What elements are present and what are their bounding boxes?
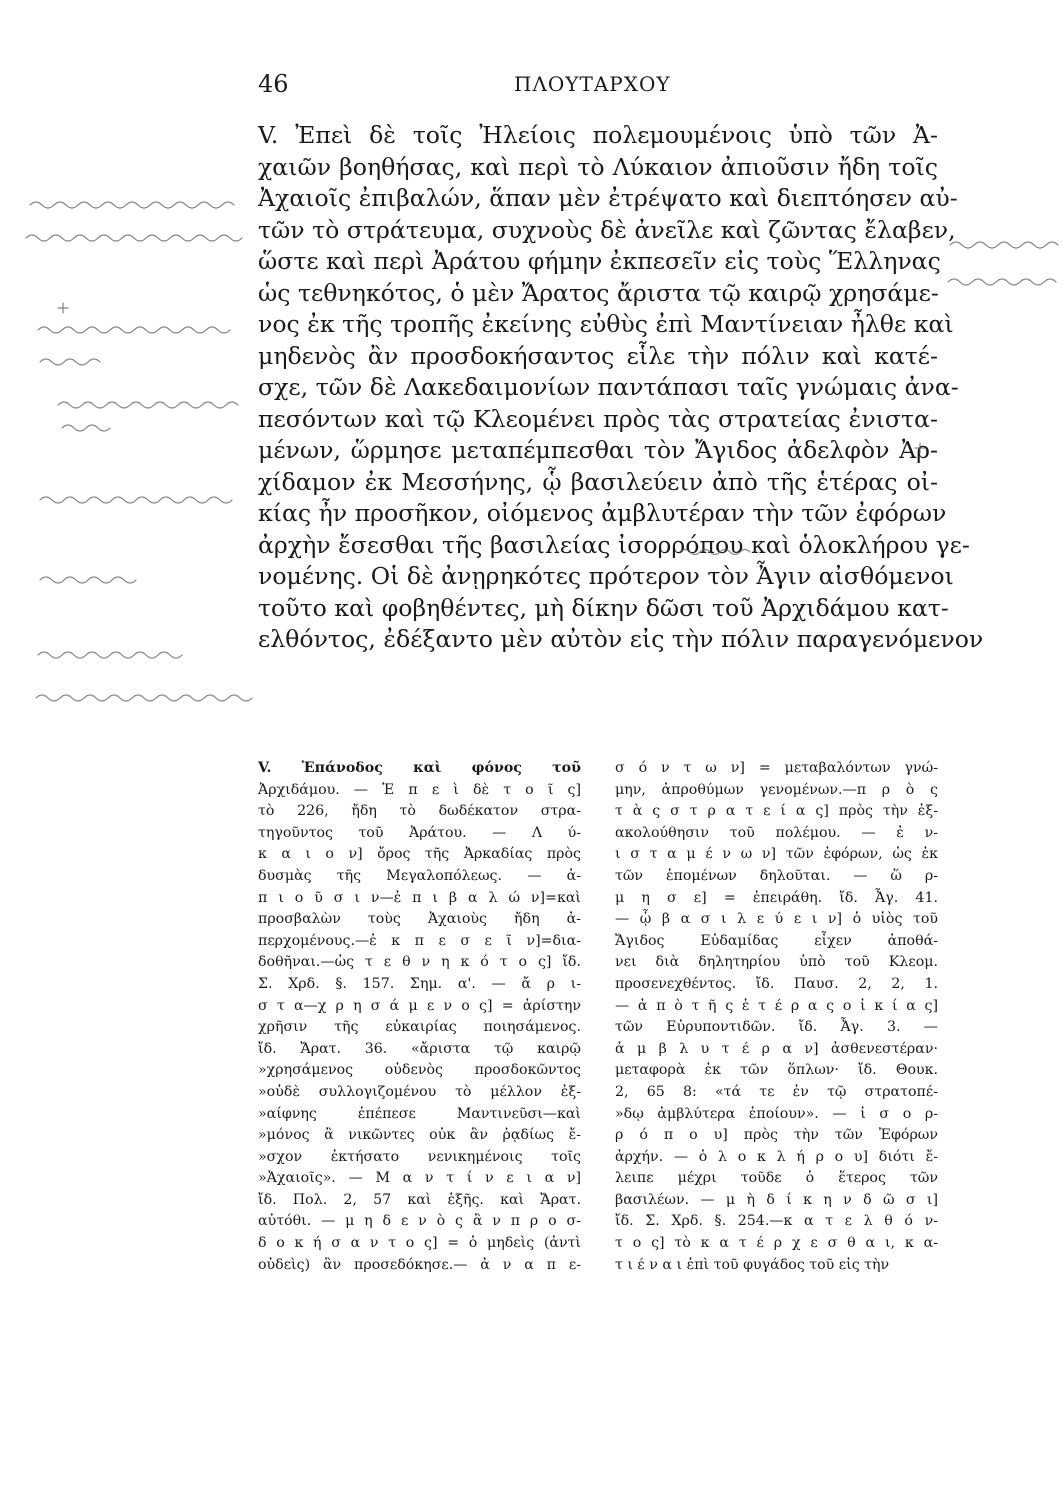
main-text-line: ὥστε καὶ περὶ Ἀράτου φήμην ἐκπεσεῖν εἰς τοὺς Ἕλληνας	[258, 247, 941, 275]
footnote-line: δ ο κ ή σ α ν τ ο ς] = ὁ μηδεὶς (ἀντὶ	[258, 1235, 581, 1252]
footnote-line: τ ι έ ν α ι ἐπὶ τοῦ φυγάδος τοῦ εἰς τὴν	[615, 1256, 890, 1273]
footnote-line: προσενεχθέντος. ἴδ. Παυσ. 2, 2, 1.	[615, 975, 938, 992]
footnote-line: »σχον ἐκτήσατο νενικημένοις τοῖς	[258, 1148, 581, 1165]
footnote-line: »αίφνης ἐπέπεσε Μαντινεῦσι—καὶ	[258, 1105, 581, 1122]
footnote-line: δοθῆναι.—ὡς τ ε θ ν η κ ό τ ο ς] ἴδ.	[258, 954, 581, 971]
footnote-line: ι σ τ α μ έ ν ω ν] τῶν ἐφόρων, ὡς ἐκ	[615, 846, 938, 863]
footnote-line: αὐτόθι. — μ η δ ε ν ὸ ς ἂ ν π ρ ο σ-	[258, 1213, 581, 1230]
footnote-line: ακολούθησιν τοῦ πολέμου. — ἐ ν-	[615, 824, 938, 841]
footnote-line: »μόνος ἂ νικῶντες οὐκ ἂν ῥᾳδίως ἔ-	[258, 1127, 581, 1144]
footnote-line: χρῆσιν τῆς εὐκαιρίας ποιησάμενος.	[258, 1019, 581, 1036]
footnote-line: τῶν ἑπομένων δηλοῦται. — ὥ ρ-	[615, 867, 938, 884]
footnote-line: περχομένους.—ἐ κ π ε σ ε ῖ ν]=δια-	[258, 932, 581, 949]
main-text-line: σχε, τῶν δὲ Λακεδαιμονίων παντάπασι ταῖς γνώμαις ἀνα-	[258, 373, 959, 401]
footnote-line: Ἀρχιδάμου. — Ἐ π ε ὶ δὲ τ ο ῖ ς]	[258, 781, 581, 798]
footnote-line: ἴδ. Πολ. 2, 57 καὶ ἑξῆς. καὶ Ἄρατ.	[258, 1191, 581, 1208]
footnote-line: προσβαλὼν τοὺς Ἀχαιοὺς ἤδη ἀ-	[258, 911, 581, 928]
main-text-line: Ἀχαιοῖς ἐπιβαλών, ἅπαν μὲν ἐτρέψατο καὶ διεπτόησεν αὐ-	[258, 184, 958, 212]
footnote-line: μεταφορὰ ἐκ τῶν ὅπλων· ἴδ. Θουκ.	[615, 1062, 938, 1079]
footnote-line: μ η σ ε] = ἐπειράθη. ἴδ. Ἆγ. 41.	[615, 889, 938, 906]
footnote-line: τὸ 226, ἤδη τὸ δωδέκατον στρα-	[258, 803, 581, 820]
footnote-line: ἀρχήν. — ὁ λ ο κ λ ή ρ ο υ] διότι ἔ-	[615, 1148, 938, 1165]
footnote-line: Σ. Χρδ. §. 157. Σημ. α'. — ἄ ρ ι-	[258, 975, 581, 992]
main-text-line: χίδαμον ἐκ Μεσσήνης, ᾧ βασιλεύειν ἀπὸ τῆς ἑτέρας οἰ-	[258, 467, 938, 496]
main-text-line: τοῦτο καὶ φοβηθέντες, μὴ δίκην δῶσι τοῦ Ἀρχιδάμου κατ-	[258, 593, 949, 622]
footnote-line: τῶν Εὐρυποντιδῶν. ἴδ. Ἆγ. 3. —	[615, 1019, 938, 1036]
footnote-line: τηγοῦντος τοῦ Ἀράτου. — Λ ύ-	[258, 824, 581, 841]
footnote-line: »δῳ ἀμβλύτερα ἐποίουν». — ἰ σ ο ρ-	[615, 1105, 938, 1122]
footnote-heading: V. Ἐπάνοδος καὶ φόνος τοῦ	[258, 760, 581, 776]
footnote-line: ἴδ. Σ. Χρδ. §. 254.—κ α τ ε λ θ ό ν-	[615, 1213, 938, 1230]
main-text-line: πεσόντων καὶ τῷ Κλεομένει πρὸς τὰς στρατείας ἐνιστα-	[258, 404, 938, 433]
footnote-line: τ ο ς] τὸ κ α τ έ ρ χ ε σ θ α ι, κ α-	[615, 1235, 938, 1252]
main-text-line: ελθόντος, ἐδέξαντο μὲν αὐτὸν εἰς τὴν πόλιν παραγενόμενον	[258, 625, 984, 653]
footnote-line: βασιλέων. — μ ὴ δ ί κ η ν δ ῶ σ ι]	[615, 1191, 938, 1208]
page-number: 46	[258, 70, 289, 98]
footnote-line: »Ἀχαιοῖς». — Μ α ν τ ί ν ε ι α ν]	[258, 1170, 581, 1187]
footnote-line: σ τ α—χ ρ η σ ά μ ε ν ο ς] = ἀρίστην	[258, 997, 581, 1014]
footnote-line: νει διὰ δηλητηρίου ὑπὸ τοῦ Κλεομ.	[615, 954, 938, 971]
footnote-line: σ ό ν τ ω ν] = μεταβαλόντων γνώ-	[615, 760, 938, 776]
footnote-line: ἴδ. Ἄρατ. 36. «ἄριστα τῷ καιρῷ	[258, 1040, 581, 1057]
page-header	[258, 70, 938, 106]
main-text-line: V. Ἐπεὶ δὲ τοῖς Ἠλείοις πολεμουμένοις ὑπὸ τῶν Ἀ-	[258, 121, 938, 149]
footnote-line: »χρησάμενος οὐδενὸς προσδοκῶντος	[258, 1062, 581, 1079]
main-text-line: ἀρχὴν ἔσεσθαι τῆς βασιλείας ἰσορρόπου καὶ ὁλοκλήρου γε-	[258, 530, 970, 559]
footnote-line: ἀ μ β λ υ τ έ ρ α ν] ἀσθενεστέραν·	[615, 1040, 938, 1057]
main-text-line: νομένης. Οἱ δὲ ἀνῃρηκότες πρότερον τὸν Ἆγιν αἰσθόμενοι	[258, 562, 954, 590]
main-text-line: χαιῶν βοηθήσας, καὶ περὶ τὸ Λύκαιον ἀπιοῦσιν ἤδη τοῖς	[258, 152, 938, 181]
footnote-line: δυσμὰς τῆς Μεγαλοπόλεως. — ἀ-	[258, 867, 581, 884]
footnote-line: — ἀ π ὸ τ ῆ ς ἑ τ έ ρ α ς ο ἰ κ ί α ς]	[615, 997, 938, 1014]
footnote-line: λειπε μέχρι τοῦδε ὁ ἕτερος τῶν	[615, 1170, 938, 1187]
footnotes	[258, 758, 938, 1276]
main-text-line: μηδενὸς ἂν προσδοκήσαντος εἷλε τὴν πόλιν καὶ κατέ-	[258, 341, 938, 370]
running-head: ΠΛΟΥΤΑΡΧΟΥ	[514, 72, 671, 96]
footnotes-right-column	[615, 758, 938, 1276]
footnote-line: »οὐδὲ συλλογιζομένου τὸ μέλλον ἐξ-	[258, 1083, 581, 1100]
footnote-line: κ α ι ο ν] ὄρος τῆς Ἀρκαδίας πρὸς	[258, 846, 581, 863]
footnotes-left-column	[258, 758, 581, 1276]
main-text-line: μένων, ὥρμησε μεταπέμπεσθαι τὸν Ἄγιδος ἀδελφὸν Ἀρ-	[258, 436, 938, 464]
main-text-line: ὡς τεθνηκότος, ὁ μὲν Ἄρατος ἄριστα τῷ καιρῷ χρησάμε-	[258, 278, 939, 307]
footnote-line: — ᾧ β α σ ι λ ε ύ ε ι ν] ὁ υἱὸς τοῦ	[615, 911, 938, 928]
main-text-line: τῶν τὸ στράτευμα, συχνοὺς δὲ ἀνεῖλε καὶ ζῶντας ἔλαβεν,	[258, 215, 956, 244]
footnote-line: Ἄγιδος Εὐδαμίδας εἶχεν ἀποθά-	[615, 932, 938, 949]
main-text-line: κίας ἦν προσῆκον, οἰόμενος ἀμβλυτέραν τὴν τῶν ἐφόρων	[258, 499, 947, 527]
footnote-line: ρ ό π ο υ] πρὸς τὴν τῶν Ἐφόρων	[615, 1127, 938, 1144]
main-text	[258, 120, 984, 656]
footnote-line: τ ὰ ς σ τ ρ α τ ε ί α ς] πρὸς τὴν ἐξ-	[615, 803, 938, 820]
footnote-line: οὐδεὶς) ἂν προσεδόκησε.— ἀ ν α π ε-	[258, 1256, 581, 1273]
footnote-line: μην, ἀπροθύμων γενομένων.—π ρ ὸ ς	[615, 781, 938, 798]
footnote-line: π ι ο ῦ σ ι ν—ἐ π ι β α λ ώ ν]=καὶ	[258, 889, 581, 906]
footnote-line: 2, 65 8: «τά τε ἐν τῷ στρατοπέ-	[615, 1083, 938, 1100]
main-text-line: νος ἐκ τῆς τροπῆς ἐκείνης εὐθὺς ἐπὶ Μαντίνειαν ἦλθε καὶ	[258, 310, 954, 338]
